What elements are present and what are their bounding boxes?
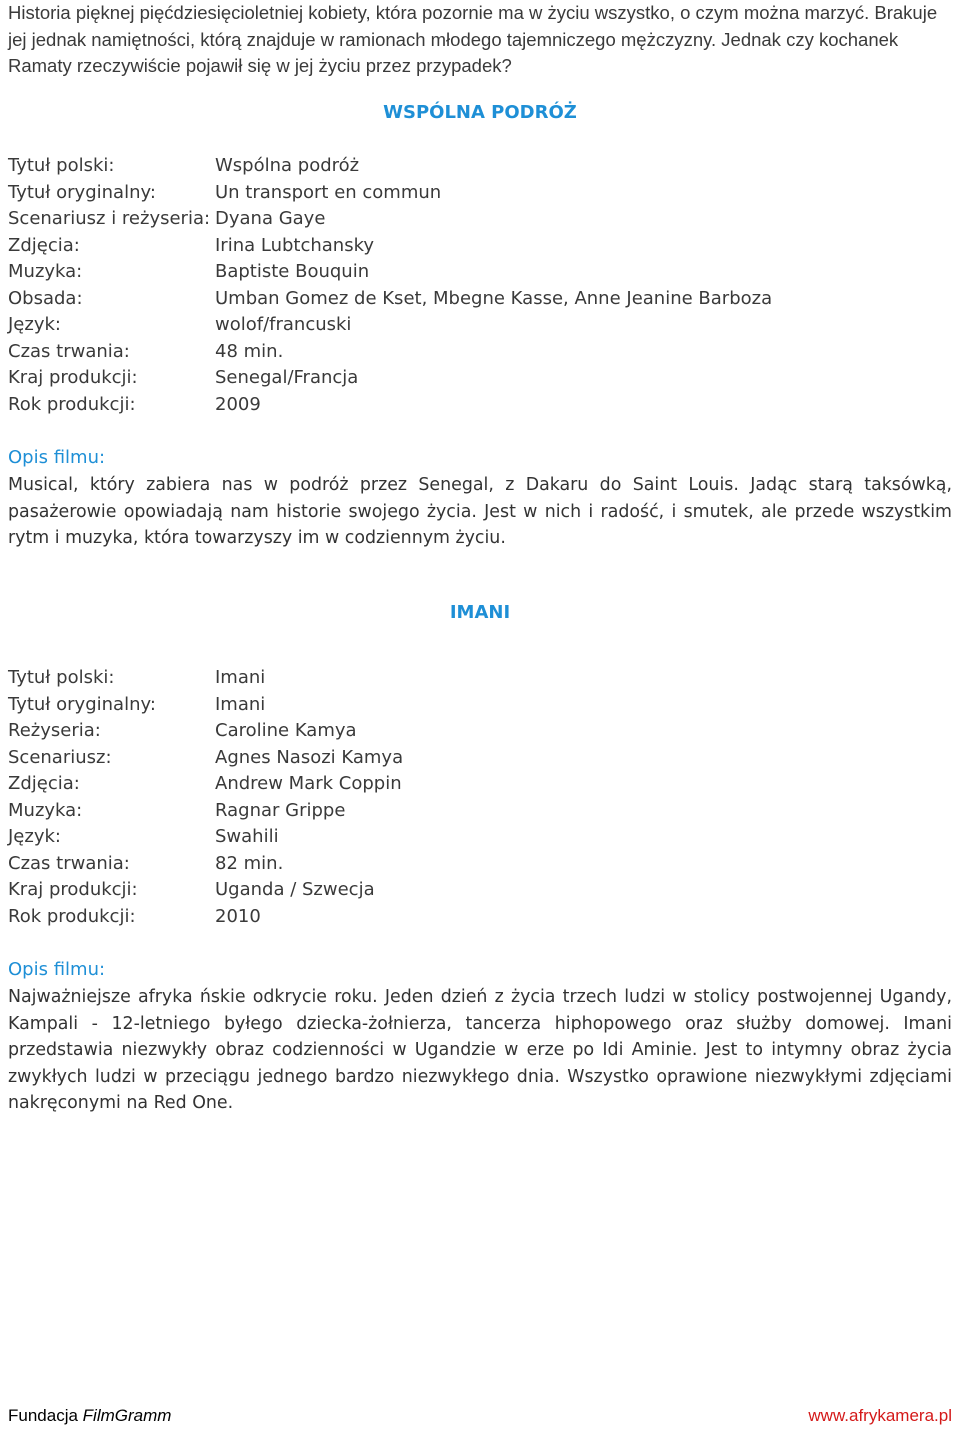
detail-label: Zdjęcia: (8, 773, 80, 794)
detail-row (8, 798, 403, 825)
detail-row (8, 904, 403, 931)
film-title: IMANI (449, 602, 511, 623)
detail-label: Scenariusz: (8, 746, 112, 768)
detail-row (8, 877, 403, 904)
film-description: Najważniejsze afryka ńskie odkrycie roku. Jeden dzień z życia trzech ludzi w stolicy postwojennej Ugandy, Kampali - 12-letniego byłego dziecka-żołnierza, tancerza hiphopowego oraz służby domowej. Imani przedstawia niezwykły obraz codzienności w Ugandzie w erze po Idi Aminie. Jest to intymny obraz życia zwykłych ludzi w przeciągu jednego bardzo niezwykłego dnia. Wszystko oprawione niezwykłymi zdjęciami nakręconymi na Red One. (8, 987, 952, 1113)
film-details-table (8, 665, 403, 930)
detail-label: Rok produkcji: (8, 905, 136, 927)
film-title: WSPÓLNA PODRÓŻ (383, 102, 577, 123)
detail-label: Obsada: (8, 287, 83, 309)
detail-value: Senegal/Francja (215, 367, 359, 388)
detail-value: 48 min. (215, 340, 284, 362)
detail-row (8, 665, 403, 692)
detail-label: Zdjęcia: (8, 234, 80, 256)
detail-value: Imani (215, 693, 266, 715)
detail-value: Agnes Nasozi Kamya (215, 746, 404, 768)
detail-row (8, 233, 772, 260)
detail-label: Tytuł oryginalny: (8, 693, 156, 715)
detail-label: Muzyka: (8, 261, 83, 282)
detail-row (8, 206, 772, 233)
detail-label: Język: (8, 826, 61, 847)
detail-value: Un transport en commun (215, 181, 442, 203)
detail-value: Swahili (215, 826, 279, 847)
film-details-table (8, 153, 772, 418)
detail-value: Caroline Kamya (215, 720, 357, 741)
detail-value: Andrew Mark Coppin (215, 773, 402, 794)
footer-organization (8, 1406, 171, 1426)
detail-label: Kraj produkcji: (8, 367, 138, 388)
detail-label: Język: (8, 314, 61, 335)
detail-label: Tytuł oryginalny: (8, 181, 156, 203)
detail-label: Czas trwania: (8, 340, 130, 362)
detail-row (8, 365, 772, 392)
film-description: Musical, który zabiera nas w podróż przez Senegal, z Dakaru do Saint Louis. Jadąc starą taksówką, pasażerowie opowiadają nam historie swojego życia. Jest w nich i radość, i smutek, ale przede wszystkim rytm i muzyka, która towarzyszy im w codziennym życiu. (8, 475, 952, 548)
detail-label: Rok produkcji: (8, 393, 136, 415)
detail-row (8, 180, 772, 207)
detail-row (8, 718, 403, 745)
detail-value: Dyana Gaye (215, 208, 326, 229)
detail-value: 82 min. (215, 852, 284, 874)
detail-row (8, 259, 772, 286)
detail-label: Muzyka: (8, 799, 83, 821)
detail-value: Imani (215, 667, 266, 688)
detail-row (8, 851, 403, 878)
detail-value: Irina Lubtchansky (215, 234, 375, 256)
detail-value: Uganda / Szwecja (215, 879, 375, 900)
detail-value: Wspólna podróż (215, 155, 360, 176)
detail-label: Czas trwania: (8, 852, 130, 874)
detail-label: Tytuł polski: (8, 667, 115, 688)
intro-paragraph: Historia pięknej pięćdziesięcioletniej kobiety, która pozornie ma w życiu wszystko, o czym można marzyć. Brakuje jej jednak namiętności, którą znajduje w ramionach młodego tajemniczego mężczyzny. Jednak czy kochanek Ramaty rzeczywiście pojawił się w jej życiu przez przypadek? (8, 2, 938, 76)
detail-row (8, 286, 772, 313)
detail-value: 2010 (215, 905, 261, 927)
detail-row (8, 745, 403, 772)
detail-row (8, 771, 403, 798)
detail-row (8, 339, 772, 366)
detail-value: Baptiste Bouquin (215, 261, 370, 282)
detail-row (8, 692, 403, 719)
description-label: Opis filmu: (8, 447, 106, 468)
footer-org-name: FilmGramm (82, 1406, 172, 1425)
detail-row (8, 392, 772, 419)
detail-value: Ragnar Grippe (215, 799, 346, 821)
detail-label: Scenariusz i reżyseria: (8, 208, 211, 229)
footer-org-prefix: Fundacja (8, 1406, 78, 1425)
detail-label: Tytuł polski: (8, 155, 115, 176)
description-label: Opis filmu: (8, 959, 106, 980)
detail-row (8, 153, 772, 180)
detail-label: Kraj produkcji: (8, 879, 138, 900)
detail-label: Reżyseria: (8, 720, 101, 741)
detail-row (8, 824, 403, 851)
footer-website-link[interactable]: www.afrykamera.pl (808, 1406, 952, 1425)
detail-value: wolof/francuski (215, 314, 352, 335)
detail-value: Umban Gomez de Kset, Mbegne Kasse, Anne Jeanine Barboza (215, 287, 773, 309)
detail-row (8, 312, 772, 339)
detail-value: 2009 (215, 393, 261, 415)
